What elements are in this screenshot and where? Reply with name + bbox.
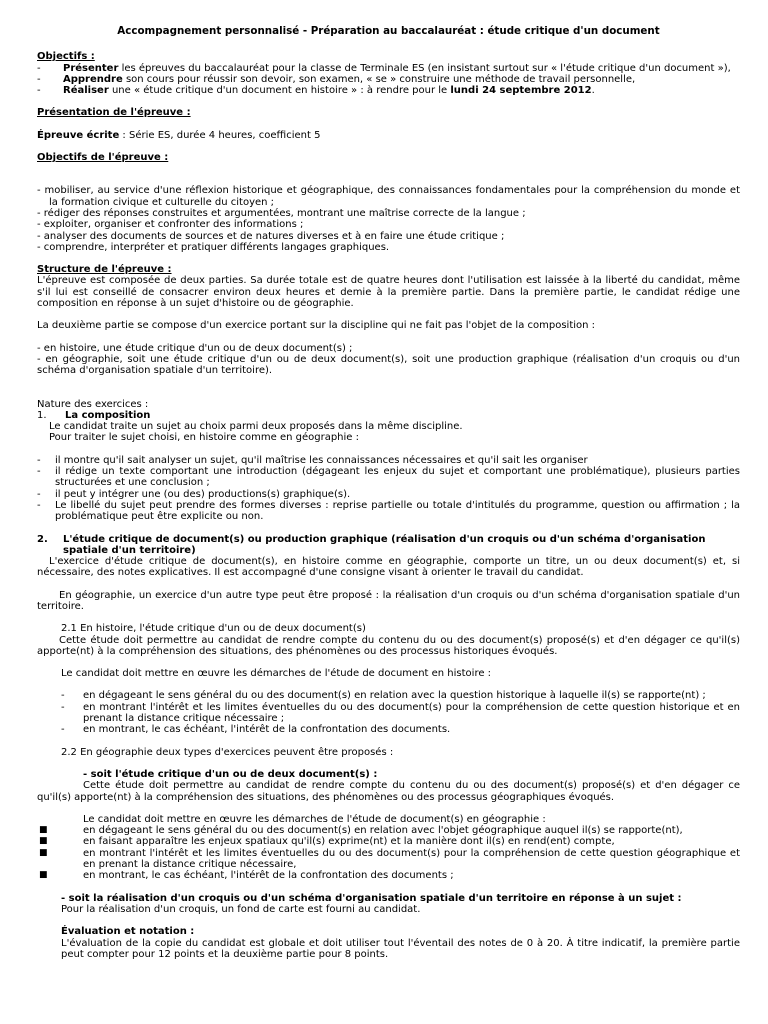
section-2-1-title: 2.1 En histoire, l'étude critique d'un ou de deux document(s)	[61, 623, 366, 635]
section-2-2-paragraph: Pour la réalisation d'un croquis, un fond de carte est fourni au candidat.	[61, 903, 421, 915]
section-2-2-item: ■ en montrant, le cas échéant, l'intérêt de la confrontation des documents ;	[39, 870, 454, 882]
composition-item: - il montre qu'il sait analyser un sujet, qu'il maîtrise les connaissances nécessaires et qu'il sait les organiser	[37, 454, 588, 466]
objectif-epreuve-item: - mobiliser, au service d'une réflexion historique et géographique, des connaissances fondamentales pour la compréhension du monde et la formation civique et culturelle du citoyen ;	[37, 185, 740, 208]
section-2-1-item: - en dégageant le sens général du ou des document(s) en relation avec la question historique à laquelle il(s) se rapporte(nt) ;	[61, 690, 706, 702]
section-2-1-paragraph: Le candidat doit mettre en œuvre les démarches de l'étude de document en histoire :	[61, 668, 492, 680]
section-2-1-paragraph: Cette étude doit permettre au candidat de rendre compte du contenu du ou des document(s) proposé(s) et d'en dégager ce qu'il(s) apporte(nt) à la compréhension des situations, des phénomènes ou des processus historiques évoqués.	[37, 634, 740, 657]
etude-paragraph: L'exercice d'étude critique de document(s), en histoire comme en géographie, comporte un titre, un ou deux document(s) et, si nécessaire, des notes explicatives. Il est accompagné d'une consigne visant à orienter le travail du candidat.	[37, 556, 740, 579]
structure-paragraph: L'épreuve est composée de deux parties. Sa durée totale est de quatre heures dont l'utilisation est laissée à la liberté du candidat, même s'il lui est conseillé de consacrer environ deux heures et demie à la première partie. Dans la première partie, le candidat rédige une composition en réponse à un sujet d'histoire ou de géographie.	[37, 275, 740, 310]
composition-item: - il peut y intégrer une (ou des) productions(s) graphique(s).	[37, 488, 351, 500]
objectif-item: - Réaliser une « étude critique d'un document en histoire » : à rendre pour le lundi 24 septembre 2012.	[37, 85, 595, 97]
section-2-2-subheading: - soit la réalisation d'un croquis ou d'un schéma d'organisation spatiale d'un territoire en réponse à un sujet :	[61, 892, 682, 904]
section-2-2-title: 2.2 En géographie deux types d'exercices peuvent être proposés :	[61, 746, 394, 758]
section-2-2-subheading: - soit l'étude critique d'un ou de deux document(s) :	[83, 768, 378, 780]
structure-item: - en géographie, soit une étude critique d'un ou de deux document(s), soit une production graphique (réalisation d'un croquis ou d'un schéma d'organisation spatiale d'un territoire).	[37, 353, 740, 377]
section-2-2-item: ■ en montrant l'intérêt et les limites éventuelles du ou des document(s) pour la compréhension de cette question géographique et en prenant la distance critique nécessaire,	[39, 847, 740, 871]
evaluation-paragraph: L'évaluation de la copie du candidat est globale et doit utiliser tout l'éventail des notes de 0 à 20. À titre indicatif, la première partie peut compter pour 12 points et la deuxième partie pour 8 points.	[61, 937, 740, 960]
objectifs-heading: Objectifs :	[37, 51, 95, 63]
composition-heading: 1. La composition	[37, 409, 151, 421]
section-2-1-item: - en montrant l'intérêt et les limites éventuelles du ou des document(s) pour la compréhension de cette question historique et en prenant la distance critique nécessaire ;	[61, 701, 740, 725]
objectif-item: - Présenter les épreuves du baccalauréat pour la classe de Terminale ES (en insistant surtout sur « l'étude critique d'un document »),	[37, 62, 731, 74]
composition-text: Pour traiter le sujet choisi, en histoire comme en géographie :	[49, 432, 359, 444]
section-2-2-item: ■ en dégageant le sens général du ou des document(s) en relation avec l'objet géographique auquel il(s) se rapporte(nt),	[39, 825, 683, 837]
objectif-epreuve-item: - rédiger des réponses construites et argumentées, montrant une maîtrise correcte de la langue ;	[37, 207, 526, 219]
etude-paragraph: En géographie, un exercice d'un autre type peut être proposé : la réalisation d'un croquis ou d'un schéma d'organisation spatiale d'un territoire.	[37, 589, 740, 612]
objectif-item: - Apprendre son cours pour réussir son devoir, son examen, « se » construire une méthode de travail personnelle,	[37, 73, 636, 85]
epreuve-line: Épreuve écrite : Série ES, durée 4 heures, coefficient 5	[37, 129, 321, 141]
section-2-2-paragraph: Le candidat doit mettre en œuvre les démarches de l'étude de document(s) en géographie :	[83, 813, 546, 825]
presentation-heading: Présentation de l'épreuve :	[37, 107, 191, 119]
objectif-epreuve-item: - analyser des documents de sources et de natures diverses et à en faire une étude critique ;	[37, 230, 505, 242]
structure-paragraph: La deuxième partie se compose d'un exercice portant sur la discipline qui ne fait pas l'objet de la composition :	[37, 320, 596, 332]
structure-heading: Structure de l'épreuve :	[37, 264, 172, 276]
section-2-2-paragraph: Cette étude doit permettre au candidat de rendre compte du contenu du ou des document(s) proposé(s) et d'en dégager ce qu'il(s) apporte(nt) à la compréhension des situations, des phénomènes ou des processus géographiques évoqués.	[37, 780, 740, 803]
objectifs-epreuve-heading: Objectifs de l'épreuve :	[37, 152, 169, 164]
page-title: Accompagnement personnalisé - Préparation au baccalauréat : étude critique d'un document	[117, 25, 660, 37]
composition-item: - il rédige un texte comportant une introduction (dégageant les enjeux du sujet et comportant une problématique), plusieurs parties structurées et une conclusion ;	[37, 466, 740, 489]
evaluation-heading: Évaluation et notation :	[61, 926, 195, 938]
section-2-1-item: - en montrant, le cas échéant, l'intérêt de la confrontation des documents.	[61, 724, 451, 736]
objectif-epreuve-item: - comprendre, interpréter et pratiquer différents langages graphiques.	[37, 241, 390, 253]
structure-item: - en histoire, une étude critique d'un ou de deux document(s) ;	[37, 342, 353, 354]
composition-item: - Le libellé du sujet peut prendre des formes diverses : reprise partielle ou totale d'intitulés du programme, question ou affirmation ; la problématique peut être explicite ou non.	[37, 499, 740, 523]
nature-label: Nature des exercices :	[37, 398, 149, 410]
due-date: lundi 24 septembre 2012	[450, 85, 592, 97]
etude-heading: 2. L'étude critique de document(s) ou production graphique (réalisation d'un croquis ou d'un schéma d'organisation spatiale d'un territoire)	[37, 533, 706, 556]
section-2-2-item: ■ en faisant apparaître les enjeux spatiaux qu'il(s) exprime(nt) et la manière dont il(s) en rend(ent) compte,	[39, 836, 615, 848]
objectif-epreuve-item: - exploiter, organiser et confronter des informations ;	[37, 219, 304, 231]
composition-text: Le candidat traite un sujet au choix parmi deux proposés dans la même discipline.	[49, 421, 463, 433]
